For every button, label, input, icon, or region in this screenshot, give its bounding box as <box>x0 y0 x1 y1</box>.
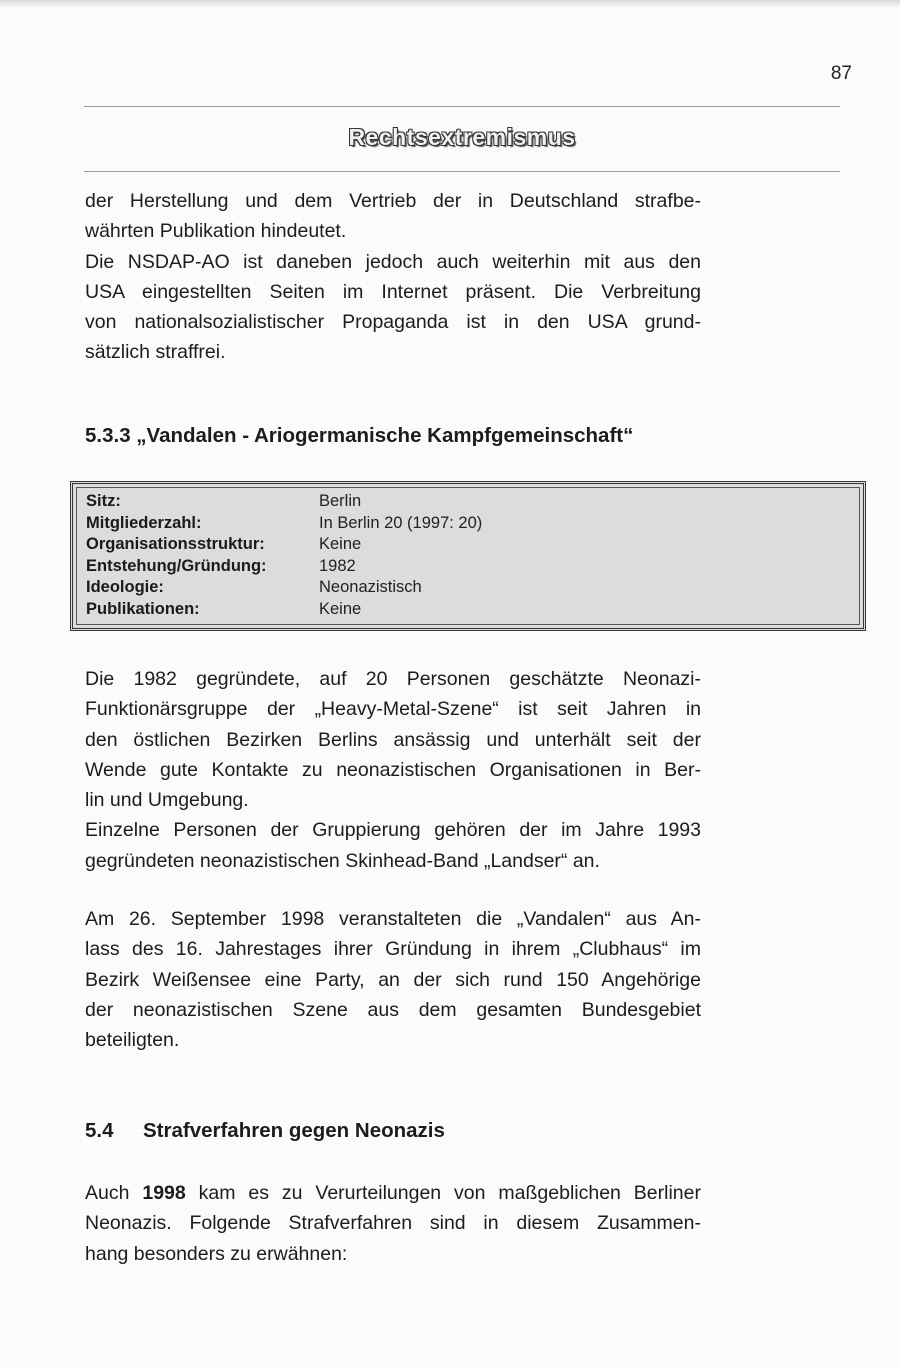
text-line: Funktionärsgruppe der „Heavy-Metal-Szene“ ist seit Jahren in <box>85 698 701 721</box>
section-heading <box>85 1119 445 1143</box>
text-line: Neonazis. Folgende Strafverfahren sind in diesem Zusammen- <box>85 1212 701 1235</box>
info-value: In Berlin 20 (1997: 20) <box>319 513 483 532</box>
text-line: lass des 16. Jahrestages ihrer Gründung in ihrem „Clubhaus“ im <box>85 938 701 961</box>
info-row-members <box>86 513 863 535</box>
running-title: Rechtsextremismus <box>348 124 576 150</box>
info-value: 1982 <box>319 556 356 575</box>
body-paragraph-3 <box>85 1178 701 1269</box>
body-paragraph-2 <box>85 904 701 1055</box>
section-number: 5.4 <box>85 1119 114 1142</box>
text-line: gegründeten neonazistischen Skinhead-Band „Landser“ an. <box>85 849 600 872</box>
text-line: währten Publikation hindeutet. <box>85 220 347 243</box>
info-value: Berlin <box>319 492 362 511</box>
info-row-founded <box>86 556 863 578</box>
text-line: lin und Umgebung. <box>85 789 249 812</box>
info-label: Mitgliederzahl: <box>86 513 202 532</box>
header-rule-bottom <box>84 171 840 172</box>
text-line: Die NSDAP-AO ist daneben jedoch auch weiterhin mit aus den <box>85 250 701 273</box>
info-row-structure <box>86 534 863 556</box>
info-label: Organisationsstruktur: <box>86 535 265 554</box>
body-paragraph-1 <box>85 664 701 876</box>
intro-paragraph <box>85 186 701 368</box>
text-fragment: kam es zu Verurteilungen von maßgeblichen Berliner <box>185 1182 701 1204</box>
info-value: Neonazistisch <box>319 578 422 597</box>
text-line: der neonazistischen Szene aus dem gesamten Bundesgebiet <box>85 998 701 1021</box>
text-line: Die 1982 gegründete, auf 20 Personen geschätzte Neonazi- <box>85 668 701 690</box>
text-line: USA eingestellten Seiten im Internet präsent. Die Verbreitung <box>85 280 701 303</box>
info-label: Publikationen: <box>86 599 200 618</box>
emphasized-year: 1998 <box>142 1182 186 1204</box>
text-line: der Herstellung und dem Vertrieb der in Deutschland strafbe- <box>85 190 701 212</box>
text-line: Bezirk Weißensee eine Party, an der sich rund 150 Angehörige <box>85 968 701 991</box>
section-title: Strafverfahren gegen Neonazis <box>143 1119 445 1142</box>
info-row-ideology <box>86 577 863 599</box>
organization-info-box <box>70 481 866 631</box>
text-line: Wende gute Kontakte zu neonazistischen Organisationen in Ber- <box>85 758 701 781</box>
info-value: Keine <box>319 599 362 618</box>
text-line: Am 26. September 1998 veranstalteten die „Vandalen“ aus An- <box>85 908 701 930</box>
page-top-shadow <box>0 0 900 8</box>
text-line: beteiligten. <box>85 1029 180 1052</box>
info-row-publications <box>86 599 863 621</box>
text-line: Einzelne Personen der Gruppierung gehören der im Jahre 1993 <box>85 819 701 842</box>
info-row-seat <box>86 491 863 513</box>
subsection-heading: 5.3.3 „Vandalen - Ariogermanische Kampfgemeinschaft“ <box>85 424 634 447</box>
text-line: hang besonders zu erwähnen: <box>85 1242 348 1265</box>
header-rule-top <box>84 106 840 107</box>
page-number: 87 <box>830 63 852 84</box>
text-line: von nationalsozialistischer Propaganda ist in den USA grund- <box>85 311 701 334</box>
info-label: Sitz: <box>86 492 121 511</box>
text-fragment: Auch <box>85 1182 143 1204</box>
text-line <box>85 1178 701 1208</box>
text-line: sätzlich straffrei. <box>85 341 226 364</box>
text-line: den östlichen Bezirken Berlins ansässig und unterhält seit der <box>85 728 701 751</box>
info-label: Entstehung/Gründung: <box>86 556 267 575</box>
info-value: Keine <box>319 535 362 554</box>
info-label: Ideologie: <box>86 578 164 597</box>
